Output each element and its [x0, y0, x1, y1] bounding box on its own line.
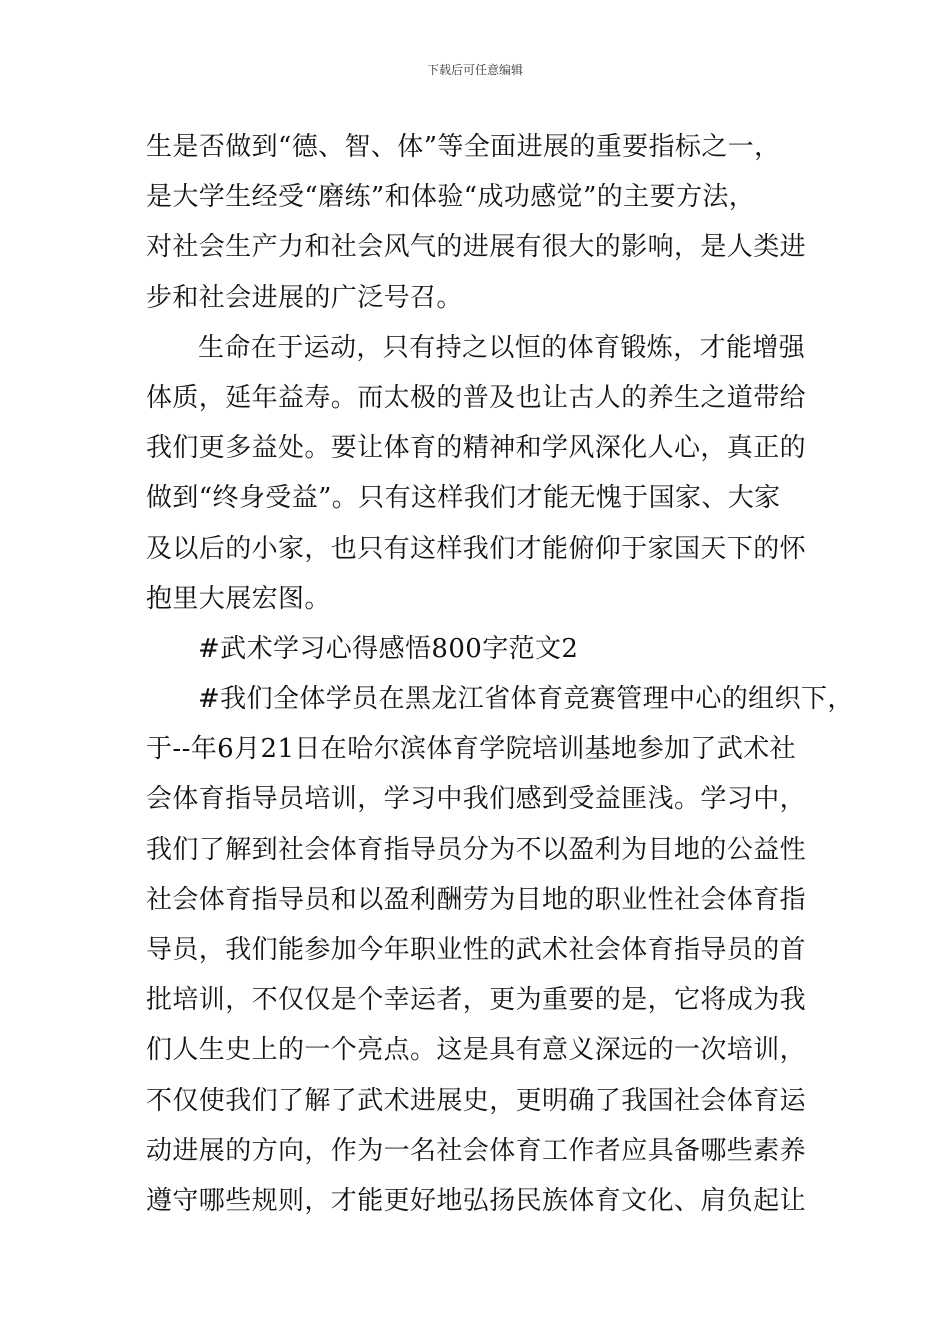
text-line: 我们更多益处。要让体育的精神和学风深化人心，真正的 [146, 433, 807, 464]
paragraph-start-line: #我们全体学员在黑龙江省体育竞赛管理中心的组织下， [198, 684, 854, 715]
text-line: 步和社会进展的广泛号召。 [146, 282, 463, 313]
text-line: 做到“终身受益”。只有这样我们才能无愧于国家、大家 [146, 483, 781, 514]
text-line: 是大学生经受“磨练”和体验“成功感觉”的主要方法， [146, 182, 756, 213]
text-line: 社会体育指导员和以盈利酬劳为目地的职业性社会体育指 [146, 884, 807, 915]
text-line: 我们了解到社会体育指导员分为不以盈利为目地的公益性 [146, 834, 807, 865]
section-heading: #武术学习心得感悟800字范文2 [198, 633, 579, 664]
text-line: 及以后的小家，也只有这样我们才能俯仰于家国天下的怀 [146, 533, 807, 564]
text-line: 导员，我们能参加今年职业性的武术社会体育指导员的首 [146, 935, 807, 965]
text-line: 生是否做到“德、智、体”等全面进展的重要指标之一， [146, 132, 781, 162]
paragraph-start-line: 生命在于运动，只有持之以恒的体育锻炼，才能增强 [198, 332, 806, 363]
text-line: 们人生史上的一个亮点。这是具有意义深远的一次培训， [146, 1035, 807, 1066]
text-line: 于--年6月21日在哈尔滨体育学院培训基地参加了武术社 [146, 734, 796, 765]
text-line: 遵守哪些规则，才能更好地弘扬民族体育文化、肩负起让 [146, 1185, 807, 1216]
text-line: 会体育指导员培训，学习中我们感到受益匪浅。学习中， [146, 784, 807, 815]
text-line: 抱里大展宏图。 [146, 583, 331, 614]
page-header: 下载后可任意编辑 [426, 63, 523, 77]
text-line: 不仅使我们了解了武术进展史，更明确了我国社会体育运 [146, 1085, 807, 1116]
text-line: 体质，延年益寿。而太极的普及也让古人的养生之道带给 [146, 382, 807, 413]
text-line: 批培训，不仅仅是个幸运者，更为重要的是，它将成为我 [146, 985, 807, 1016]
text-line: 对社会生产力和社会风气的进展有很大的影响，是人类进 [146, 232, 807, 263]
document-body [146, 122, 854, 1226]
text-line: 动进展的方向，作为一名社会体育工作者应具备哪些素养 [146, 1135, 807, 1166]
